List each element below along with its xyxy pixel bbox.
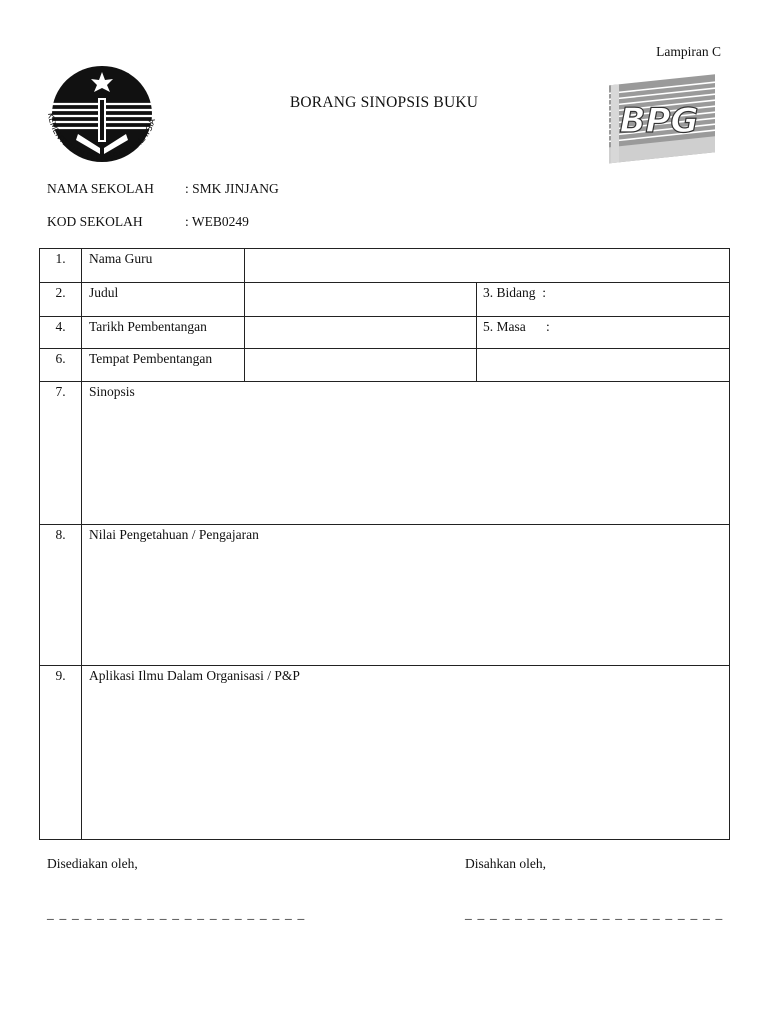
row-number: 7. <box>40 382 82 525</box>
field-input-judul[interactable] <box>245 283 477 317</box>
form-row-sinopsis <box>40 382 730 525</box>
field-label-nama-guru: Nama Guru <box>82 249 245 283</box>
field-nilai[interactable]: Nilai Pengetahuan / Pengajaran <box>82 525 730 666</box>
form-row-nama-guru <box>40 249 730 283</box>
row-number: 9. <box>40 666 82 840</box>
row-number: 8. <box>40 525 82 666</box>
field-label-judul: Judul <box>82 283 245 317</box>
ministry-logo-text: KEMENTERIAN PELAJARAN MALAYSIA <box>46 112 158 163</box>
row-number: 2. <box>40 283 82 317</box>
kod-sekolah-label: KOD SEKOLAH <box>47 214 143 229</box>
lampiran-label: Lampiran C <box>656 44 721 59</box>
field-input-tarikh[interactable] <box>245 317 477 349</box>
field-aplikasi[interactable]: Aplikasi Ilmu Dalam Organisasi / P&P <box>82 666 730 840</box>
approved-by-label: Disahkan oleh, <box>465 856 546 871</box>
nama-sekolah-label: NAMA SEKOLAH <box>47 181 154 196</box>
bpg-logo <box>603 74 721 166</box>
field-input-nama-guru[interactable] <box>245 249 730 283</box>
field-input-tempat[interactable] <box>245 349 477 382</box>
field-input-tempat-extra[interactable] <box>477 349 730 382</box>
form-row-aplikasi <box>40 666 730 840</box>
field-masa[interactable]: 5. Masa : <box>477 317 730 349</box>
approved-by-signature-line[interactable]: _ _ _ _ _ _ _ _ _ _ _ _ _ _ _ _ _ _ _ _ _ <box>465 906 724 921</box>
field-label-tempat: Tempat Pembentangan <box>82 349 245 382</box>
form-row-tarikh <box>40 317 730 349</box>
field-label-tarikh: Tarikh Pembentangan <box>82 317 245 349</box>
field-bidang[interactable]: 3. Bidang : <box>477 283 730 317</box>
form-row-tempat <box>40 349 730 382</box>
field-sinopsis[interactable]: Sinopsis <box>82 382 730 525</box>
row-number: 1. <box>40 249 82 283</box>
synopsis-form-table <box>39 248 730 840</box>
ministry-logo <box>38 64 166 168</box>
nama-sekolah-value: : SMK JINJANG <box>185 181 279 196</box>
kod-sekolah-value: : WEB0249 <box>185 214 249 229</box>
form-row-nilai <box>40 525 730 666</box>
bpg-logo-text: BPG <box>619 101 699 141</box>
row-number: 4. <box>40 317 82 349</box>
form-row-judul <box>40 283 730 317</box>
page-title: BORANG SINOPSIS BUKU <box>289 94 479 111</box>
row-number: 6. <box>40 349 82 382</box>
prepared-by-signature-line[interactable]: _ _ _ _ _ _ _ _ _ _ _ _ _ _ _ _ _ _ _ _ _ <box>47 906 306 921</box>
prepared-by-label: Disediakan oleh, <box>47 856 138 871</box>
